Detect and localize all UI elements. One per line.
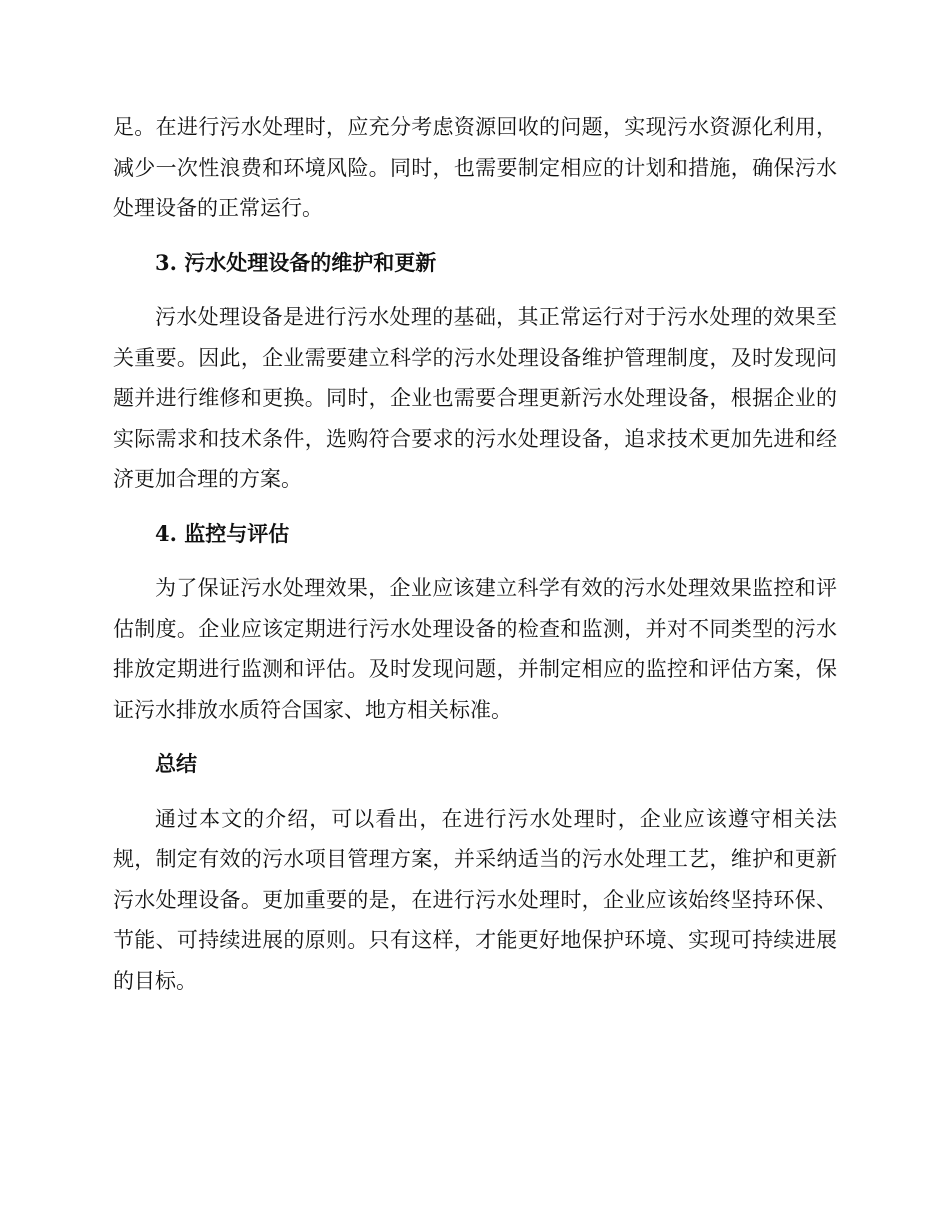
paragraph-summary: 通过本文的介绍，可以看出，在进行污水处理时，企业应该遵守相关法规，制定有效的污水项目管理方案，并采纳适当的污水处理工艺，维护和更新污水处理设备。更加重要的是，在进行污水处理时，企业应该始终坚持环保、节能、可持续进展的原则。只有这样，才能更好地保护环境、实现可持续进展的目标。 bbox=[113, 806, 837, 993]
paragraph-maintenance: 污水处理设备是进行污水处理的基础，其正常运行对于污水处理的效果至关重要。因此，企业需要建立科学的污水处理设备维护管理制度，及时发现问题并进行维修和更换。同时，企业也需要合理更新污水处理设备，根据企业的实际需求和技术条件，选购符合要求的污水处理设备，追求技术更加先进和经济更加合理的方案。 bbox=[113, 305, 837, 491]
section-heading-monitoring: 4. 监控与评估 bbox=[155, 520, 290, 546]
document-page bbox=[113, 107, 837, 1001]
section-heading-summary: 总结 bbox=[155, 751, 197, 776]
section-heading-maintenance: 3. 污水处理设备的维护和更新 bbox=[155, 249, 437, 275]
continued-paragraph: 足。在进行污水处理时，应充分考虑资源回收的问题，实现污水资源化利用，减少一次性浪费和环境风险。同时，也需要制定相应的计划和措施，确保污水处理设备的正常运行。 bbox=[113, 115, 837, 220]
paragraph-monitoring: 为了保证污水处理效果，企业应该建立科学有效的污水处理效果监控和评估制度。企业应该定期进行污水处理设备的检查和监测，并对不同类型的污水排放定期进行监测和评估。及时发现问题，并制定相应的监控和评估方案，保证污水排放水质符合国家、地方相关标准。 bbox=[113, 576, 837, 722]
